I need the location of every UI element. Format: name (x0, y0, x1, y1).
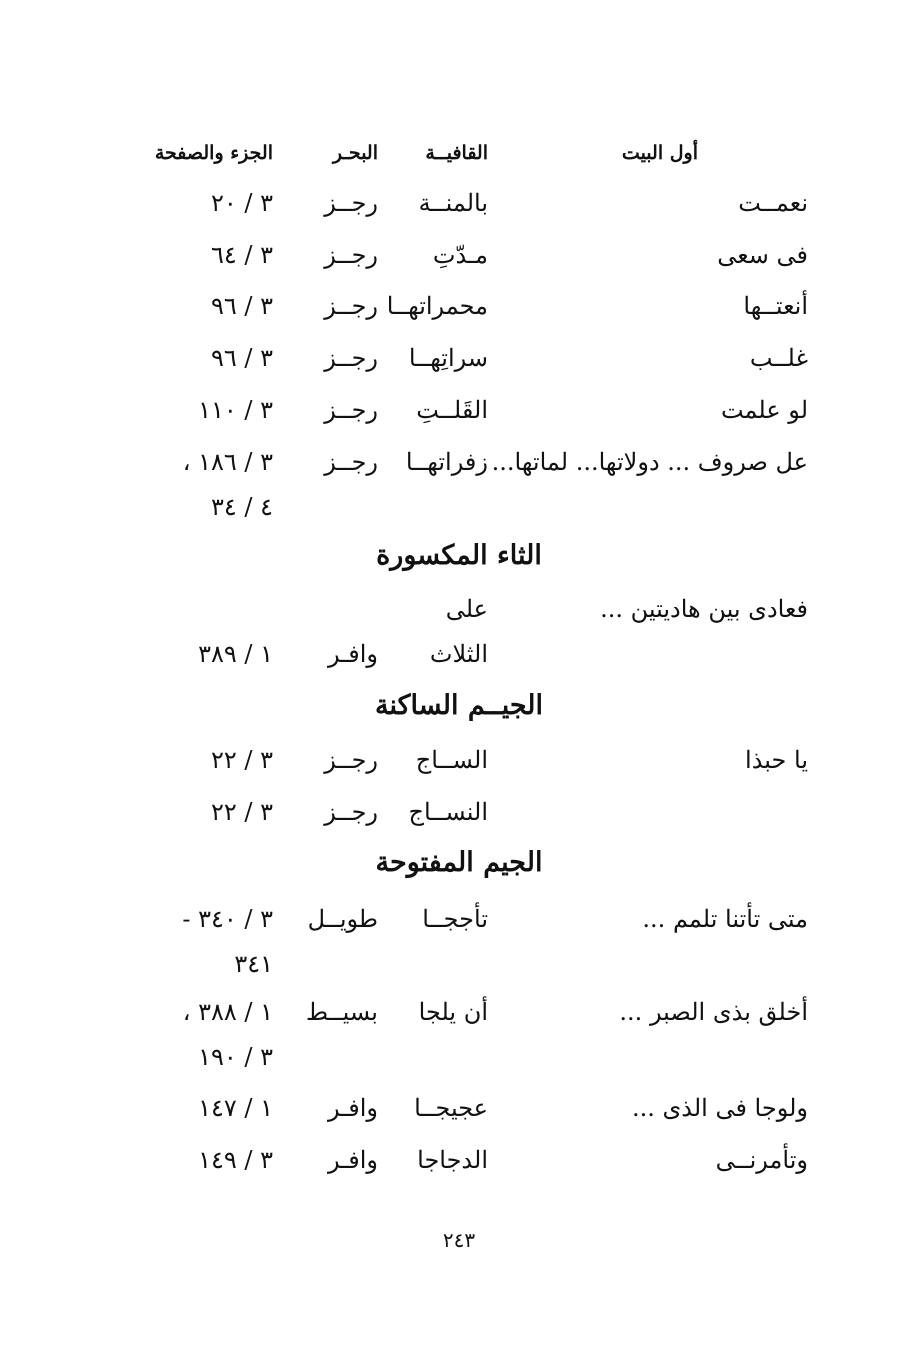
qafiya: بالمنــة (418, 189, 488, 217)
qafiya: سراتِهــا (408, 344, 488, 372)
first-verse: ولوجا فى الذى ... (631, 1094, 808, 1122)
volume-page: ٣٤١ (234, 950, 273, 978)
table-row (0, 229, 918, 281)
table-row (0, 384, 918, 436)
table-row (0, 734, 918, 786)
first-verse: فى سعى (717, 241, 808, 269)
bahr: رجــز (324, 746, 378, 774)
qafiya-line-1: على (445, 595, 488, 623)
volume-page: ١ / ١٤٧ (198, 1094, 273, 1122)
bahr: رجــز (324, 189, 378, 217)
first-verse: غلــب (749, 344, 808, 372)
first-verse: يا حبذا (745, 746, 808, 774)
first-verse: أنعتــها (743, 292, 808, 320)
table-row-continuation (0, 481, 918, 533)
bahr: وافـر (327, 1094, 378, 1122)
bahr: وافـر (327, 640, 378, 668)
qafiya: الدجاجا (417, 1146, 488, 1174)
table-row-continuation (0, 938, 918, 990)
volume-page: ٣ / ١٩٠ (198, 1043, 273, 1071)
table-row (0, 177, 918, 229)
table-row (0, 1134, 918, 1186)
volume-page: ٣ / ١١٠ (198, 396, 273, 424)
qafiya: تأججــا (422, 905, 488, 933)
first-verse: وتأمرنــى (715, 1146, 808, 1174)
table-row (0, 280, 918, 332)
first-verse: لو علمت (720, 396, 808, 424)
volume-page: ٣ / ٢٠ (210, 189, 273, 217)
bahr: رجــز (324, 241, 378, 269)
qafiya: الســاج (415, 746, 488, 774)
table-row (0, 628, 918, 680)
volume-page: ٤ / ٣٤ (210, 493, 273, 521)
volume-page: ١ / ٣٨٩ (198, 640, 273, 668)
header-first-verse: أول البيت (621, 142, 698, 164)
section-title: الجيم المفتوحة (375, 847, 543, 878)
header-qafiya: القافيــة (425, 142, 488, 164)
bahr: بسيــط (305, 998, 378, 1026)
qafiya: مـدّتِ (432, 241, 488, 269)
qafiya: عجيجــا (414, 1094, 488, 1122)
qafiya: محمراتهــا (386, 292, 488, 320)
bahr: رجــز (324, 292, 378, 320)
qafiya: القَلــتِ (416, 396, 488, 424)
first-verse (508, 786, 808, 838)
bahr: رجــز (324, 396, 378, 424)
volume-page: ٣ / ٩٦ (210, 344, 273, 372)
header-ref: الجزء والصفحة (154, 142, 273, 164)
first-verse: متى تأتنا تلمم ... (642, 905, 808, 933)
qafiya: أن يلجا (418, 998, 488, 1026)
page-number: ٢٤٣ (442, 1228, 476, 1252)
section-title: الثاء المكسورة (376, 540, 542, 571)
table-header (0, 127, 918, 179)
table-row-continuation (0, 1031, 918, 1083)
volume-page: ٣ / ٢٢ (210, 746, 273, 774)
volume-page: ٣ / ١٤٩ (198, 1146, 273, 1174)
first-verse: فعادى بين هاديتين ... (600, 595, 808, 623)
qafiya: زفراتهــا (405, 448, 488, 476)
qafiya: النســاج (408, 798, 488, 826)
qafiya-line-2: الثلاث (429, 640, 488, 668)
first-verse: أخلق بذى الصبر ... (619, 998, 808, 1026)
bahr: رجــز (324, 448, 378, 476)
first-verse: عل صروف ... دولاتها... لماتها... (491, 448, 808, 476)
volume-page: ٣ / ٦٤ (210, 241, 273, 269)
volume-page: ١ / ٣٨٨ ، (182, 998, 273, 1026)
volume-page: ٣ / ٢٢ (210, 798, 273, 826)
first-verse: نعمــت (738, 189, 808, 217)
section-title: الجيــم الساكنة (374, 690, 543, 721)
table-row (0, 786, 918, 838)
volume-page: ٣ / ٩٦ (210, 292, 273, 320)
bahr: وافـر (327, 1146, 378, 1174)
volume-page: ٣ / ١٨٦ ، (182, 448, 273, 476)
bahr: رجــز (324, 344, 378, 372)
volume-page: ٣ / ٣٤٠ - (182, 905, 273, 933)
bahr: رجــز (324, 798, 378, 826)
table-row (0, 332, 918, 384)
header-bahr: البحـر (332, 142, 378, 164)
table-row (0, 1082, 918, 1134)
bahr: طويــل (307, 905, 378, 933)
